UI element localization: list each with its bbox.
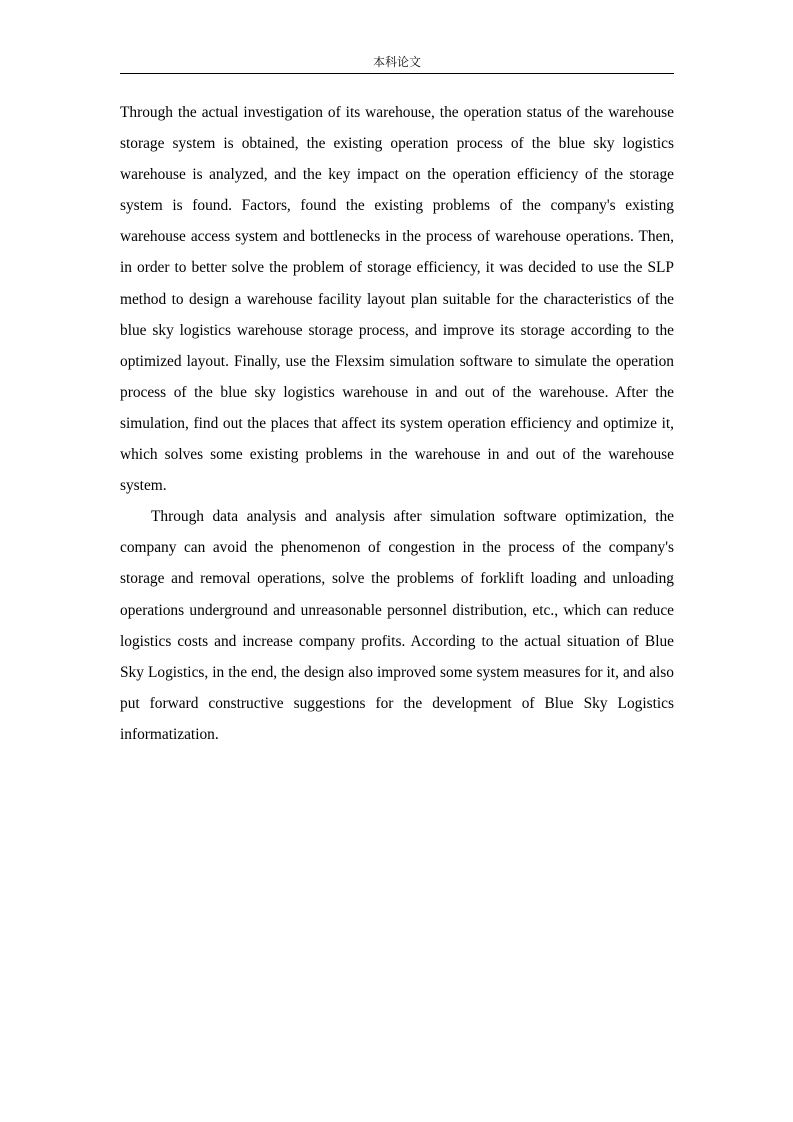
- body-paragraph: Through the actual investigation of its warehouse, the operation status of the warehouse storage system is obtained, the existing operation process of the blue sky logistics warehouse is analyzed, and the key impact on the operation efficiency of the storage system is found. Factors, found the existing problems of the company's existing warehouse access system and bottlenecks in the process of warehouse operations. Then, in order to better solve the problem of storage efficiency, it was decided to use the SLP method to design a warehouse facility layout plan suitable for the characteristics of the blue sky logistics warehouse storage process, and improve its storage according to the optimized layout. Finally, use the Flexsim simulation software to simulate the operation process of the blue sky logistics warehouse in and out of the warehouse. After the simulation, find out the places that affect its system operation efficiency and optimize it, which solves some existing problems in the warehouse in and out of the warehouse system.: [120, 104, 674, 495]
- running-header-title: 本科论文: [372, 55, 421, 69]
- body-paragraph: Through data analysis and analysis after simulation software optimization, the company can avoid the phenomenon of congestion in the process of the company's storage and removal operations, solve the problems of forklift loading and unloading operations underground and unreasonable personnel distribution, etc., which can reduce logistics costs and increase company profits. According to the actual situation of Blue Sky Logistics, in the end, the design also improved some system measures for it, and also put forward constructive suggestions for the development of Blue Sky Logistics informatization.: [120, 508, 674, 743]
- header-divider: [120, 73, 674, 74]
- running-header: [120, 54, 674, 74]
- abstract-body: [120, 97, 674, 750]
